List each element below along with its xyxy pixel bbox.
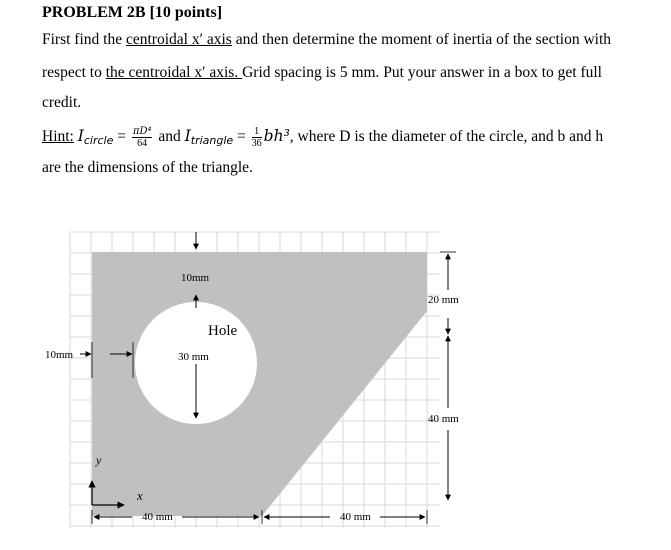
problem-line-5: are the dimensions of the triangle. [42,159,253,176]
equals-sign: = [233,128,250,146]
fraction-denominator: 36 [251,138,262,149]
fraction-denominator: 64 [137,138,148,149]
centroidal-axis-term: centroidal x′ axis [125,31,232,48]
text-segment: and then determine the moment of inertia of the section with [231,31,612,48]
triangle-subscript: triangle [190,134,234,148]
label-hole: Hole [208,323,238,339]
label-30mm: 30 mm [178,351,209,363]
bh-cubed: bh³ [263,127,290,146]
label-10mm-top: 10mm [181,272,210,284]
hint-label: Hint: [42,128,74,146]
label-y-axis: y [96,453,102,467]
inertia-symbol: I [77,127,84,146]
text-segment: respect to [42,64,106,81]
problem-title: PROBLEM 2B [10 points] [42,4,223,21]
text-segment: and [154,128,185,146]
text-segment: First find the [42,31,126,48]
label-40mm-right: 40 mm [428,413,459,425]
label-x-axis: x [137,488,143,503]
equals-sign: = [113,128,130,146]
problem-line-3: credit. [42,94,82,111]
centroidal-axis-term: the centroidal x′ axis. [105,64,243,81]
fraction-numerator: πD⁴ [132,126,152,137]
inertia-symbol: I [184,127,191,146]
label-40mm-bottom-left: 40 mm [142,511,173,523]
circle-subscript: circle [83,134,114,148]
text-segment: , where D is the diameter of the circle, and b and h [289,128,604,146]
fraction-numerator: 1 [252,126,262,138]
label-40mm-bottom-right: 40 mm [340,511,371,523]
label-10mm-left: 10mm [45,349,74,361]
label-20mm: 20 mm [428,294,459,306]
text-segment: Grid spacing is 5 mm. Put your answer in a box to get full [242,64,602,81]
